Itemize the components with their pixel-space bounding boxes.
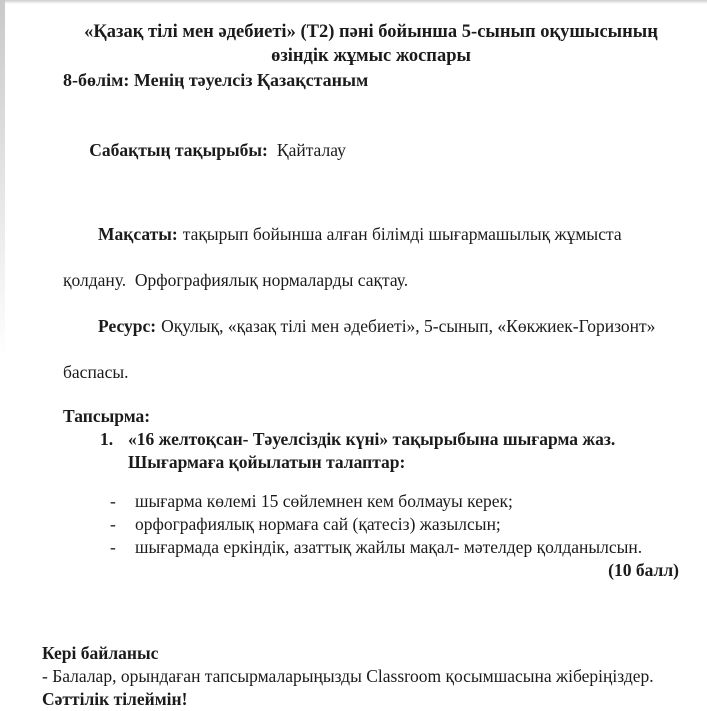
list-item — [63, 536, 679, 559]
lesson-topic-label: Сабақтың тақырыбы: — [89, 140, 268, 160]
scan-edge-left — [0, 0, 5, 654]
goal-line1 — [63, 200, 679, 269]
section-heading: 8-бөлім: Менің тәуелсіз Қазақстаным — [63, 70, 369, 90]
document-title-line2: өзіндік жұмыс жоспары — [271, 46, 471, 66]
scan-edge-top — [0, 0, 707, 4]
feedback-section — [42, 642, 679, 711]
goal-text-line2: қолдану. Орфографиялық нормаларды сақтау. — [63, 270, 409, 290]
bullet-dash: - — [110, 537, 116, 557]
list-item — [63, 513, 679, 536]
bullet-dash: - — [110, 491, 116, 511]
requirement-text-2: орфографиялық нормаға сай (қатесіз) жазылсын; — [135, 514, 501, 534]
resource-line1 — [63, 292, 679, 361]
feedback-heading: Кері байланыс — [42, 643, 159, 663]
closing-wish: Сәттілік тілеймін! — [42, 689, 188, 709]
document-title-line1: «Қазақ тілі мен әдебиеті» (Т2) пәні бойынша 5-сынып оқушысының — [84, 22, 658, 42]
task-item-body — [128, 428, 615, 474]
resource-text-line2: баспасы. — [63, 362, 129, 382]
score-badge: (10 балл) — [608, 560, 679, 580]
goal-text-line1: тақырып бойынша алған білімді шығармашылық жұмыста — [182, 224, 622, 244]
task-heading: Тапсырма: — [63, 406, 151, 426]
goal-resource-paragraph — [63, 200, 679, 384]
task-item-1 — [63, 428, 679, 474]
resource-label: Ресурс: — [98, 316, 157, 336]
goal-label: Мақсаты: — [98, 224, 178, 244]
requirement-text-3: шығармада еркіндік, азаттық жайлы мақал- мәтелдер қолданылсын. — [135, 537, 643, 557]
lesson-topic-value: Қайталау — [276, 140, 346, 160]
task-item-text: «16 желтоқсан- Тәуелсіздік күні» тақырыбына шығарма жаз. — [128, 429, 616, 449]
requirements-list — [63, 490, 679, 559]
task-item-number: 1. — [100, 429, 114, 449]
bullet-dash: - — [110, 514, 116, 534]
requirement-text-1: шығарма көлемі 15 сөйлемнен кем болмауы керек; — [135, 491, 513, 511]
list-item — [63, 490, 679, 513]
document-content — [42, 20, 679, 711]
feedback-text: - Балалар, орындаған тапсырмаларыңызды Classroom қосымшасына жіберіңіздер. — [42, 666, 654, 686]
resource-text-line1: Оқулық, «қазақ тілі мен әдебиеті», 5-сынып, «Көкжиек-Горизонт» — [161, 316, 656, 336]
task-item-subheading: Шығармаға қойылатын талаптар: — [128, 452, 406, 472]
document-title — [63, 20, 679, 68]
lesson-topic-row — [63, 116, 679, 185]
